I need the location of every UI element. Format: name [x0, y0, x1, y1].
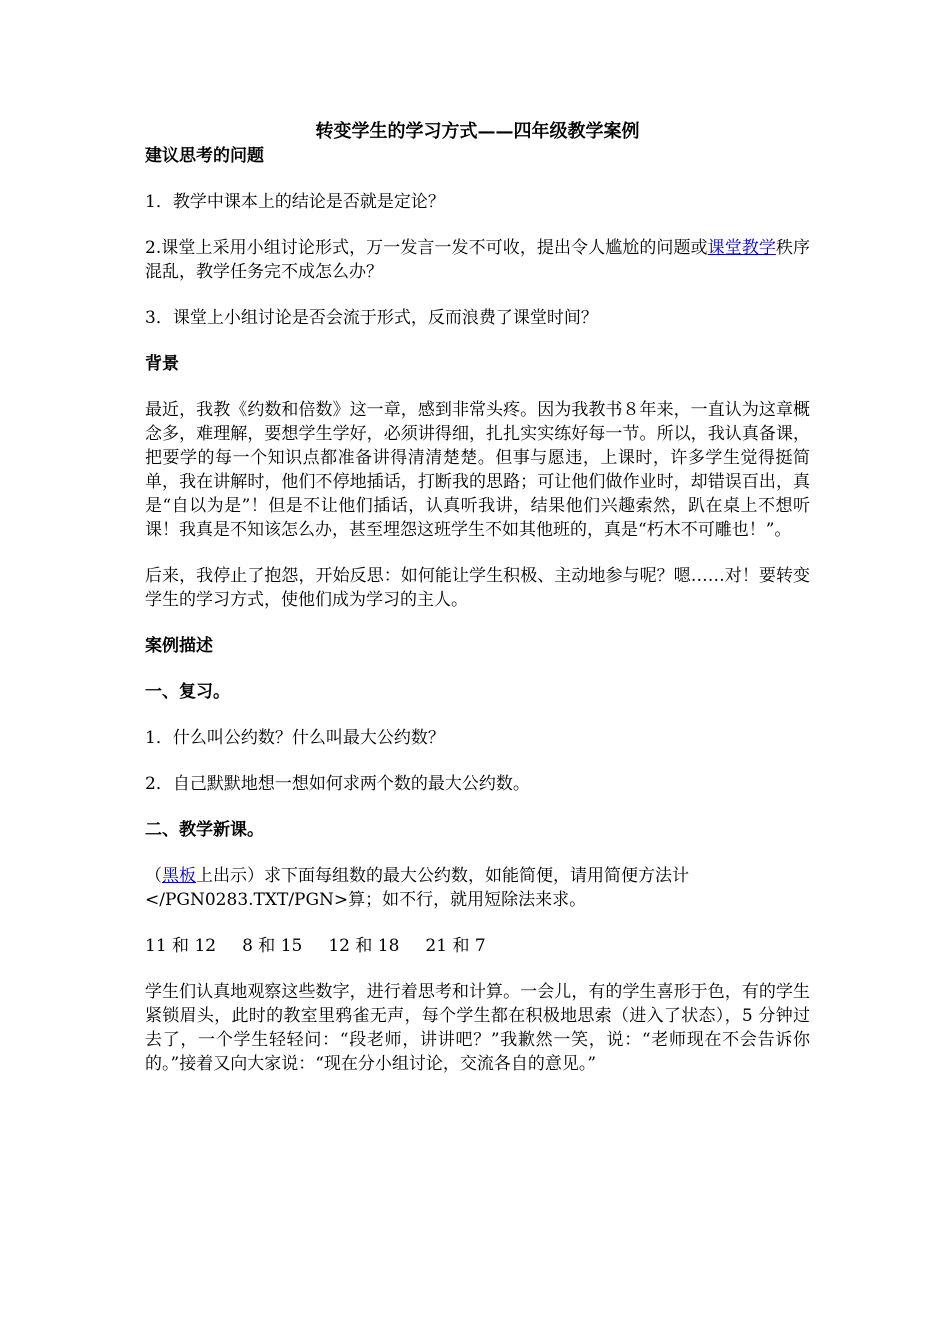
question-3: 3．课堂上小组讨论是否会流于形式，反而浪费了课堂时间？ [145, 308, 598, 328]
review-heading: 一、复习。 [145, 682, 230, 702]
case-heading: 案例描述 [145, 636, 213, 656]
new-lesson-heading: 二、教学新课。 [145, 820, 264, 840]
question-2 [145, 236, 810, 284]
new-lesson-instruction [145, 864, 810, 912]
background-paragraph-1: 最近，我教《约数和倍数》这一章，感到非常头疼。因为我教书８年来，一直认为这章概念多，难理解，要想学生学好，必须讲得细，扎扎实实练好每一节。所以，我认真备课，把要学的每一个知识点都准备讲得清清楚楚。但事与愿违，上课时，许多学生觉得挺简单，我在讲解时，他们不停地插话，打断我的思路；可让他们做作业时，却错误百出，真是“自以为是”！但是不让他们插话，认真听我讲，结果他们兴趣索然，趴在桌上不想听课！我真是不知该怎么办，甚至埋怨这班学生不如其他班的，真是“朽木不可雕也！”。 [145, 400, 810, 540]
blackboard-link[interactable]: 黑板 [162, 866, 196, 886]
document-page [145, 120, 810, 1076]
background-paragraph-2: 后来，我停止了抱怨，开始反思：如何能让学生积极、主动地参与呢？嗯……对！要转变学生的学习方式，使他们成为学习的主人。 [145, 566, 810, 610]
number-pair: 11 和 12 [145, 936, 217, 956]
number-pair: 8 和 15 [242, 936, 303, 956]
number-pair: 21 和 7 [425, 936, 486, 956]
number-pairs [145, 934, 810, 958]
case-paragraph: 学生们认真地观察这些数字，进行着思考和计算。一会儿，有的学生喜形于色，有的学生紧锁眉头，此时的教室里鸦雀无声，每个学生都在积极地思索（进入了状态），5 分钟过去了，一个学生轻轻问：“段老师，讲讲吧？”我歉然一笑，说：“老师现在不会告诉你的。”接着又向大家说：“现在分小组讨论，交流各自的意见。” [145, 982, 810, 1074]
question-2-text-before: 2.课堂上采用小组讨论形式，万一发言一发不可收，提出令人尴尬的问题或 [145, 238, 708, 258]
questions-heading: 建议思考的问题 [145, 146, 264, 166]
classroom-teaching-link[interactable]: 课堂教学 [707, 238, 776, 258]
instruction-text-before: （ [145, 866, 162, 886]
background-heading: 背景 [145, 354, 179, 374]
document-title: 转变学生的学习方式——四年级教学案例 [315, 121, 640, 142]
number-pair: 12 和 18 [328, 936, 400, 956]
review-question-2: 2．自己默默地想一想如何求两个数的最大公约数。 [145, 774, 530, 794]
instruction-text-after: 上出示）求下面每组数的最大公约数，如能简便，请用简便方法计</PGN0283.TXT/PGN>算；如不行，就用短除法来求。 [145, 866, 689, 910]
question-1: 1．教学中课本上的结论是否就是定论？ [145, 192, 445, 212]
question-2-text-after: 秩序混乱，教学任务完不成怎么办？ [145, 238, 811, 282]
review-question-1: 1．什么叫公约数？什么叫最大公约数？ [145, 728, 445, 748]
